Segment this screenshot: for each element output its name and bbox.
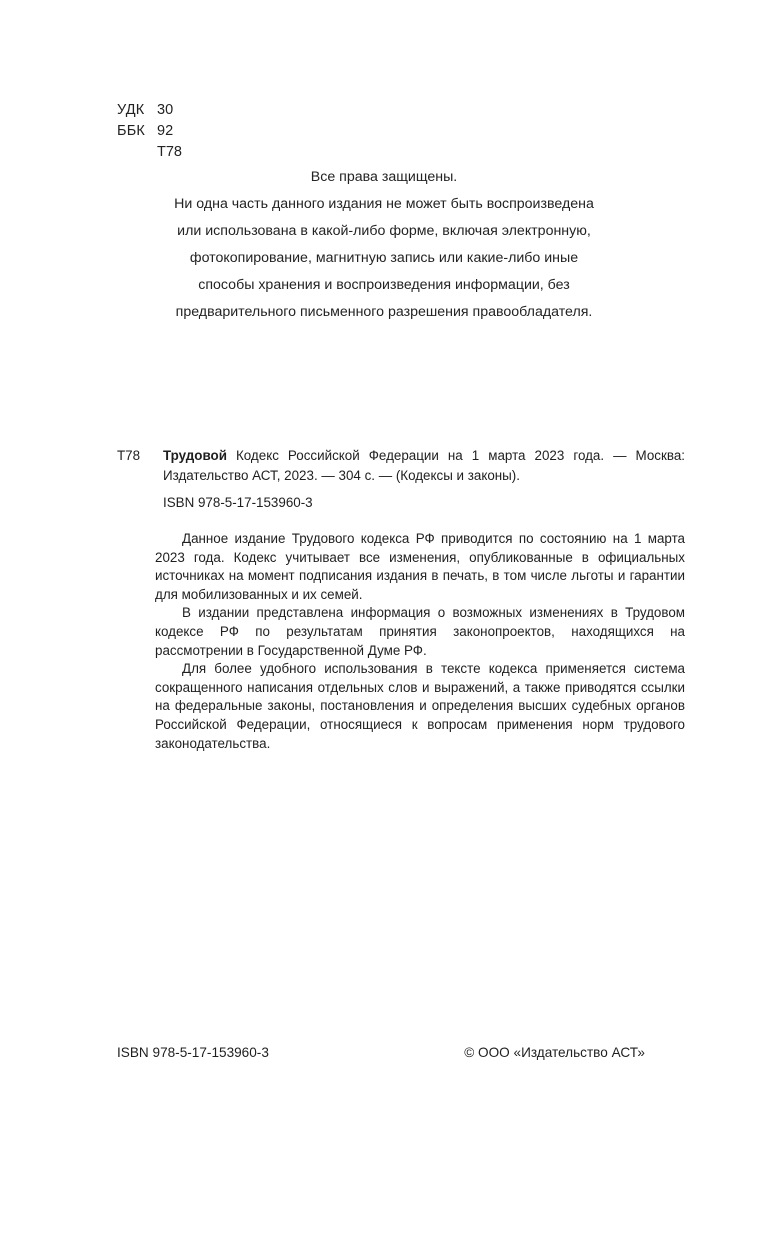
rights-line-4: фотокопирование, магнитную запись или какие-либо иные [189,250,579,266]
classification-label-bbk: ББК [117,123,146,139]
annotation-paragraph-1: Данное издание Трудового кодекса РФ приводится по состоянию на 1 марта 2023 года. Кодекс учитывает все изменения, опубликованные в официальных источниках на момент подписания издания в печать, в том числе льготы и гарантии для мобилизованных и их семей. [155,531,685,602]
classification-value-udk: 30 [157,102,174,118]
rights-line-3: или использована в какой-либо форме, включая электронную, [177,223,591,239]
biblio-description [163,446,685,485]
biblio-sigla: Т78 [117,448,141,463]
classification-value-sigla: Т78 [157,144,182,160]
classification-label-udk: УДК [117,102,145,118]
annotation-block [155,530,685,753]
biblio-description-text: Кодекс Российской Федерации на 1 марта 2023 года. — Москва: Издательство АСТ, 2023. — 304 с. — (Кодексы и законы). [163,448,685,483]
classification-value-bbk: 92 [157,123,174,139]
classification-label-sigla [117,142,157,163]
classification-row-udk [117,100,182,121]
rights-line-6: предварительного письменного разрешения правообладателя. [175,304,593,320]
annotation-paragraph-2: В издании представлена информация о возможных изменениях в Трудовом кодексе РФ по результатам принятия законопроектов, находящихся на рассмотрении в Государственной Думе РФ. [155,605,685,658]
footer-isbn: ISBN 978-5-17-153960-3 [117,1045,269,1060]
rights-line-1: Все права защищены. [310,169,458,185]
biblio-isbn: ISBN 978-5-17-153960-3 [163,495,313,510]
page-footer [117,1045,645,1060]
classification-row-sigla [117,142,182,163]
classification-block [117,100,182,163]
footer-copyright: © ООО «Издательство АСТ» [464,1045,645,1060]
biblio-title: Трудовой [163,448,227,463]
bibliographic-record [117,446,685,513]
rights-line-5: способы хранения и воспроизведения информации, без [198,277,570,293]
rights-notice [84,164,684,326]
rights-line-2: Ни одна часть данного издания не может быть воспроизведена [174,196,594,212]
annotation-paragraph-3: Для более удобного использования в тексте кодекса применяется система сокращенного написания отдельных слов и выражений, а также приводятся ссылки на федеральные законы, постановления и определения высших судебных органов Российской Федерации, относящиеся к вопросам применения норм трудового законодательства. [155,661,685,751]
classification-row-bbk [117,121,182,142]
